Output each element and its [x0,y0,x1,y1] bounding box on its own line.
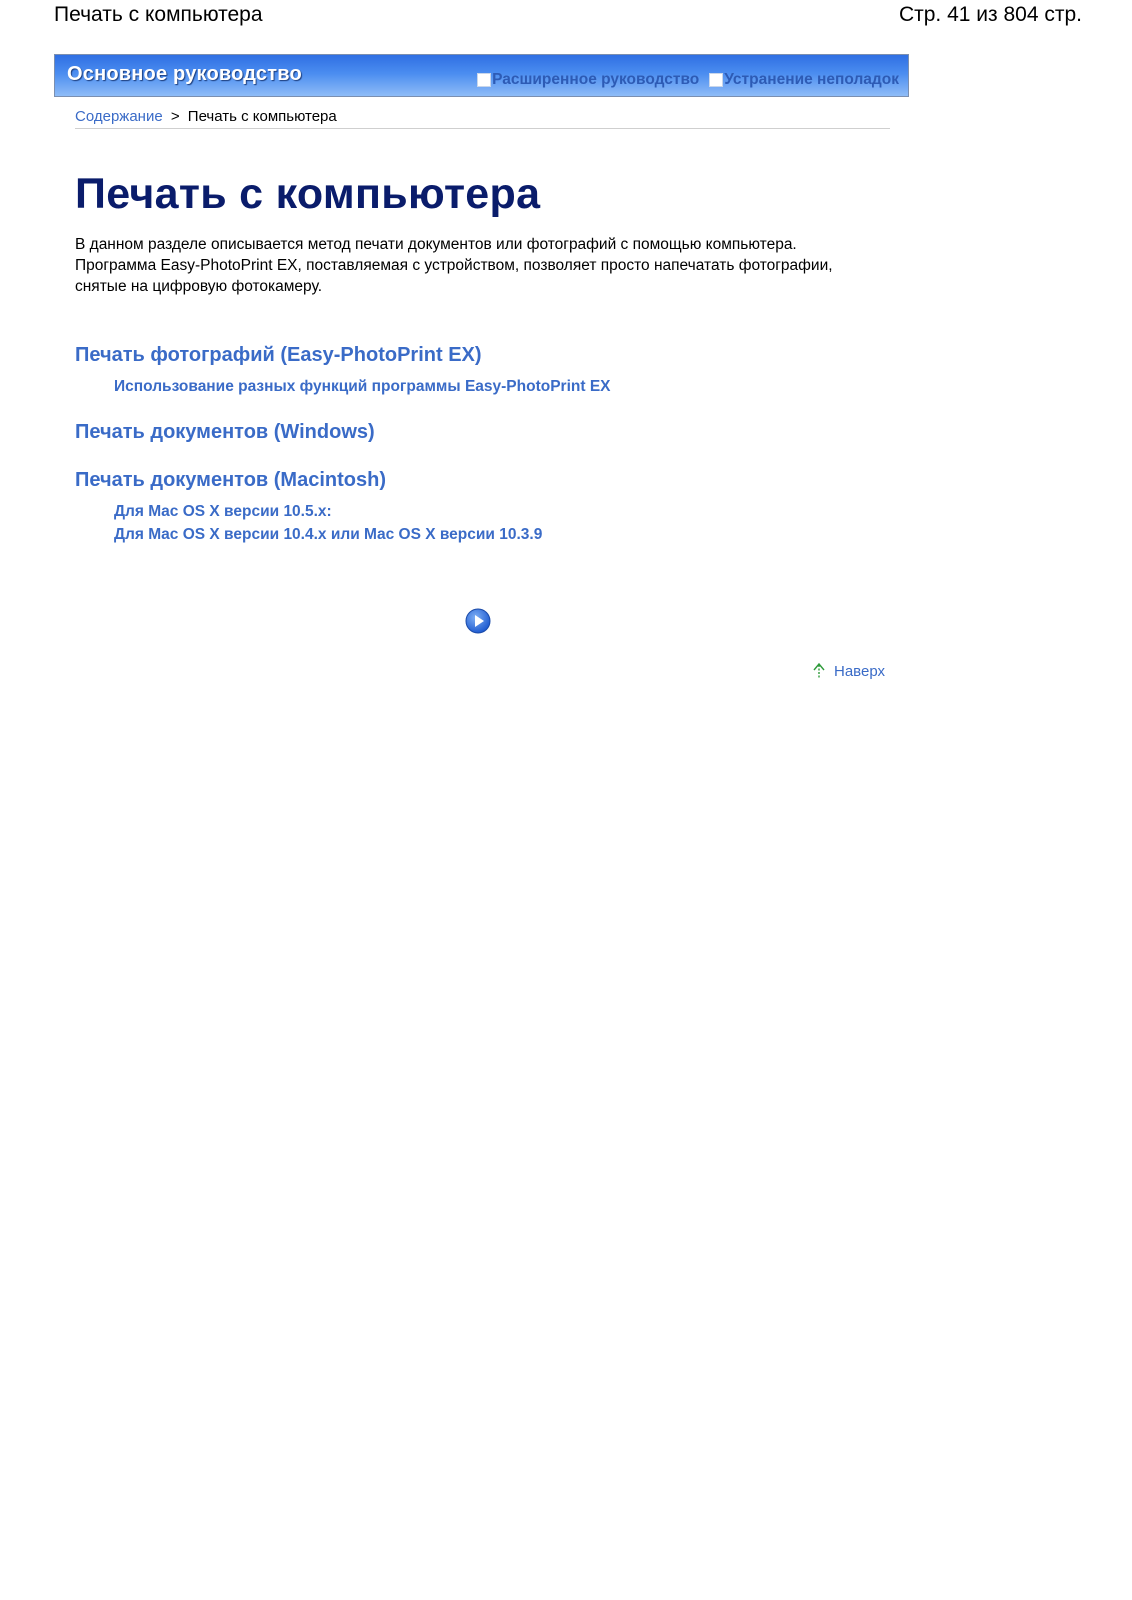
breadcrumb [75,107,890,129]
up-arrow-icon [812,662,826,680]
print-header [54,0,1082,30]
next-page-icon[interactable] [465,608,491,634]
page-counter: Стр. 41 из 804 стр. [898,3,1082,26]
tab-troubleshooting-label: Устранение неполадок [724,71,899,88]
back-to-top-label: Наверх [834,662,885,680]
tab-advanced-guide[interactable] [477,71,699,89]
intro-paragraph: Программа Easy-PhotoPrint EX, поставляемая с устройством, позволяет просто напечатать фотографии, снятые на цифровую фотокамеру. [75,257,833,295]
manual-tabs [477,71,899,89]
manual-banner [54,54,909,97]
section-link-windows[interactable]: Печать документов (Windows) [75,421,375,443]
sublink-mac-os-10-4-10-3-9[interactable]: Для Mac OS X версии 10.4.x или Mac OS X версии 10.3.9 [114,526,543,543]
breadcrumb-current: Печать с компьютера [187,108,337,125]
breadcrumb-link-contents[interactable]: Содержание [75,108,163,125]
section-link-macintosh[interactable]: Печать документов (Macintosh) [75,469,386,491]
tab-checkbox-icon [477,73,491,87]
section-link-photo-print[interactable]: Печать фотографий (Easy-PhotoPrint EX) [75,344,482,366]
print-header-title: Печать с компьютера [54,3,263,26]
banner-title[interactable]: Основное руководство [67,63,302,85]
intro-paragraph: В данном разделе описывается метод печати документов или фотографий с помощью компьютера. [75,236,797,253]
breadcrumb-separator: > [170,108,180,125]
tab-troubleshooting[interactable] [709,71,899,89]
sublink-easy-photoprint-functions[interactable]: Использование разных функций программы Easy-PhotoPrint EX [114,378,611,395]
sublink-mac-os-10-5[interactable]: Для Mac OS X версии 10.5.x: [114,503,332,520]
intro-text [75,234,835,297]
tab-checkbox-icon [709,73,723,87]
tab-advanced-guide-label: Расширенное руководство [492,71,700,88]
page-title: Печать с компьютера [75,170,541,218]
back-to-top-link[interactable] [812,662,885,680]
